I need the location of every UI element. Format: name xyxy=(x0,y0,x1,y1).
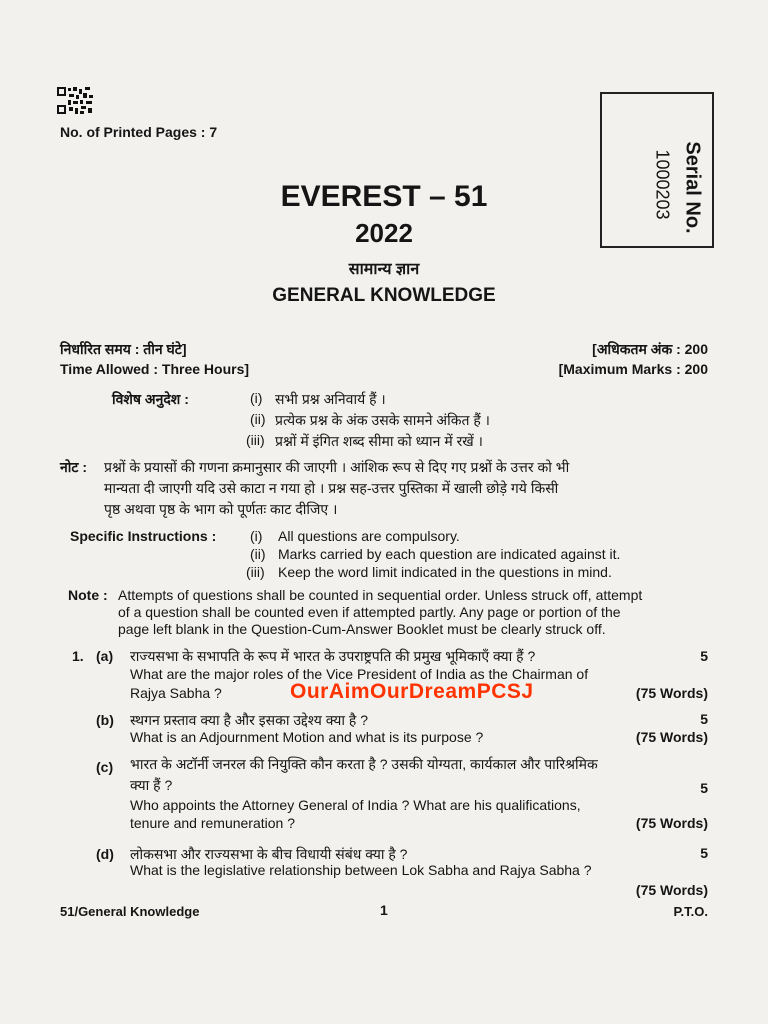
marks-hindi: [अधिकतम अंक : 200 xyxy=(592,341,708,357)
hindi-instruction-num: (ii) xyxy=(250,411,266,427)
question-part-label: (d) xyxy=(96,846,114,862)
page-number: 1 xyxy=(380,902,388,918)
english-instruction-num: (ii) xyxy=(250,546,266,562)
hindi-instruction-text: प्रश्नों में इंगित शब्द सीमा को ध्यान में रखें । xyxy=(275,433,483,449)
question-marks: 5 xyxy=(700,648,708,664)
serial-number: 1000203 xyxy=(652,149,673,220)
question-word-limit: (75 Words) xyxy=(635,729,708,745)
question-hindi: स्थगन प्रस्ताव क्या है और इसका उद्देश्य क्या है ? xyxy=(130,712,368,728)
english-note-line: of a question shall be counted even if attempted partly. Any page or portion of the xyxy=(118,604,621,620)
footer-subject-code: 51/General Knowledge xyxy=(60,904,200,919)
question-number: 1. xyxy=(72,648,84,664)
qr-code-icon xyxy=(56,86,94,116)
subject-english: GENERAL KNOWLEDGE xyxy=(272,285,496,306)
hindi-instruction-num: (i) xyxy=(250,390,263,406)
question-part-label: (b) xyxy=(96,712,114,728)
english-instruction-text: Marks carried by each question are indicated against it. xyxy=(278,546,621,562)
question-hindi: लोकसभा और राज्यसभा के बीच विधायी संबंध क्या है ? xyxy=(130,846,408,862)
question-english: Who appoints the Attorney General of India ? What are his qualifications, xyxy=(130,797,581,813)
question-english: What are the major roles of the Vice President of India as the Chairman of xyxy=(130,666,589,682)
printed-pages: No. of Printed Pages : 7 xyxy=(60,124,218,140)
time-hindi: निर्धारित समय : तीन घंटे] xyxy=(60,341,187,357)
question-part-label: (c) xyxy=(96,759,114,775)
exam-title: EVEREST – 51 xyxy=(280,180,488,213)
question-hindi: क्या हैं ? xyxy=(130,777,173,793)
question-hindi: भारत के अटॉर्नी जनरल की नियुक्ति कौन करता है ? उसकी योग्यता, कार्यकाल और पारिश्रमिक xyxy=(130,756,598,772)
hindi-instruction-text: प्रत्येक प्रश्न के अंक उसके सामने अंकित हैं । xyxy=(275,412,490,428)
hindi-note-label: नोट : xyxy=(60,459,88,475)
english-instruction-text: All questions are compulsory. xyxy=(278,528,460,544)
english-instruction-num: (iii) xyxy=(246,564,265,580)
english-instructions-label: Specific Instructions : xyxy=(70,528,217,544)
hindi-note-line: मान्यता दी जाएगी यदि उसे काटा न गया हो । प्रश्न सह-उत्तर पुस्तिका में खाली छोड़े गये किसी xyxy=(104,480,559,496)
english-instruction-num: (i) xyxy=(250,528,263,544)
english-instruction-text: Keep the word limit indicated in the questions in mind. xyxy=(278,564,612,580)
english-note-label: Note : xyxy=(68,587,108,603)
footer-pto: P.T.O. xyxy=(673,904,708,919)
question-english: tenure and remuneration ? xyxy=(130,815,295,831)
question-part-label: (a) xyxy=(96,648,114,664)
marks-english: [Maximum Marks : 200 xyxy=(558,361,708,377)
question-hindi: राज्यसभा के सभापति के रूप में भारत के उपराष्ट्रपति की प्रमुख भूमिकाएँ क्या हैं ? xyxy=(130,648,536,664)
question-marks: 5 xyxy=(700,711,708,727)
serial-label: Serial No. xyxy=(681,141,704,234)
english-note-line: Attempts of questions shall be counted in sequential order. Unless struck off, attempt xyxy=(118,587,643,603)
watermark-text: OurAimOurDreamPCSJ xyxy=(290,680,534,703)
exam-year: 2022 xyxy=(355,218,413,248)
english-note-line: page left blank in the Question-Cum-Answer Booklet must be clearly struck off. xyxy=(118,621,606,637)
question-word-limit: (75 Words) xyxy=(635,815,708,831)
hindi-note-line: प्रश्नों के प्रयासों की गणना क्रमानुसार की जाएगी । आंशिक रूप से दिए गए प्रश्नों के उत्तर को भी xyxy=(104,459,570,475)
hindi-instruction-num: (iii) xyxy=(246,432,265,448)
question-marks: 5 xyxy=(700,780,708,796)
question-word-limit: (75 Words) xyxy=(635,685,708,701)
hindi-note-line: पृष्ठ अथवा पृष्ठ के भाग को पूर्णतः काट दीजिए । xyxy=(104,501,338,517)
question-english: Rajya Sabha ? xyxy=(130,685,222,701)
question-word-limit: (75 Words) xyxy=(635,882,708,898)
subject-hindi: सामान्य ज्ञान xyxy=(348,261,420,278)
question-marks: 5 xyxy=(700,845,708,861)
hindi-instruction-text: सभी प्रश्न अनिवार्य हैं । xyxy=(275,391,386,407)
time-english: Time Allowed : Three Hours] xyxy=(60,361,250,377)
question-english: What is an Adjournment Motion and what is its purpose ? xyxy=(130,729,484,745)
hindi-instructions-label: विशेष अनुदेश : xyxy=(112,391,189,407)
question-english: What is the legislative relationship between Lok Sabha and Rajya Sabha ? xyxy=(130,862,592,878)
